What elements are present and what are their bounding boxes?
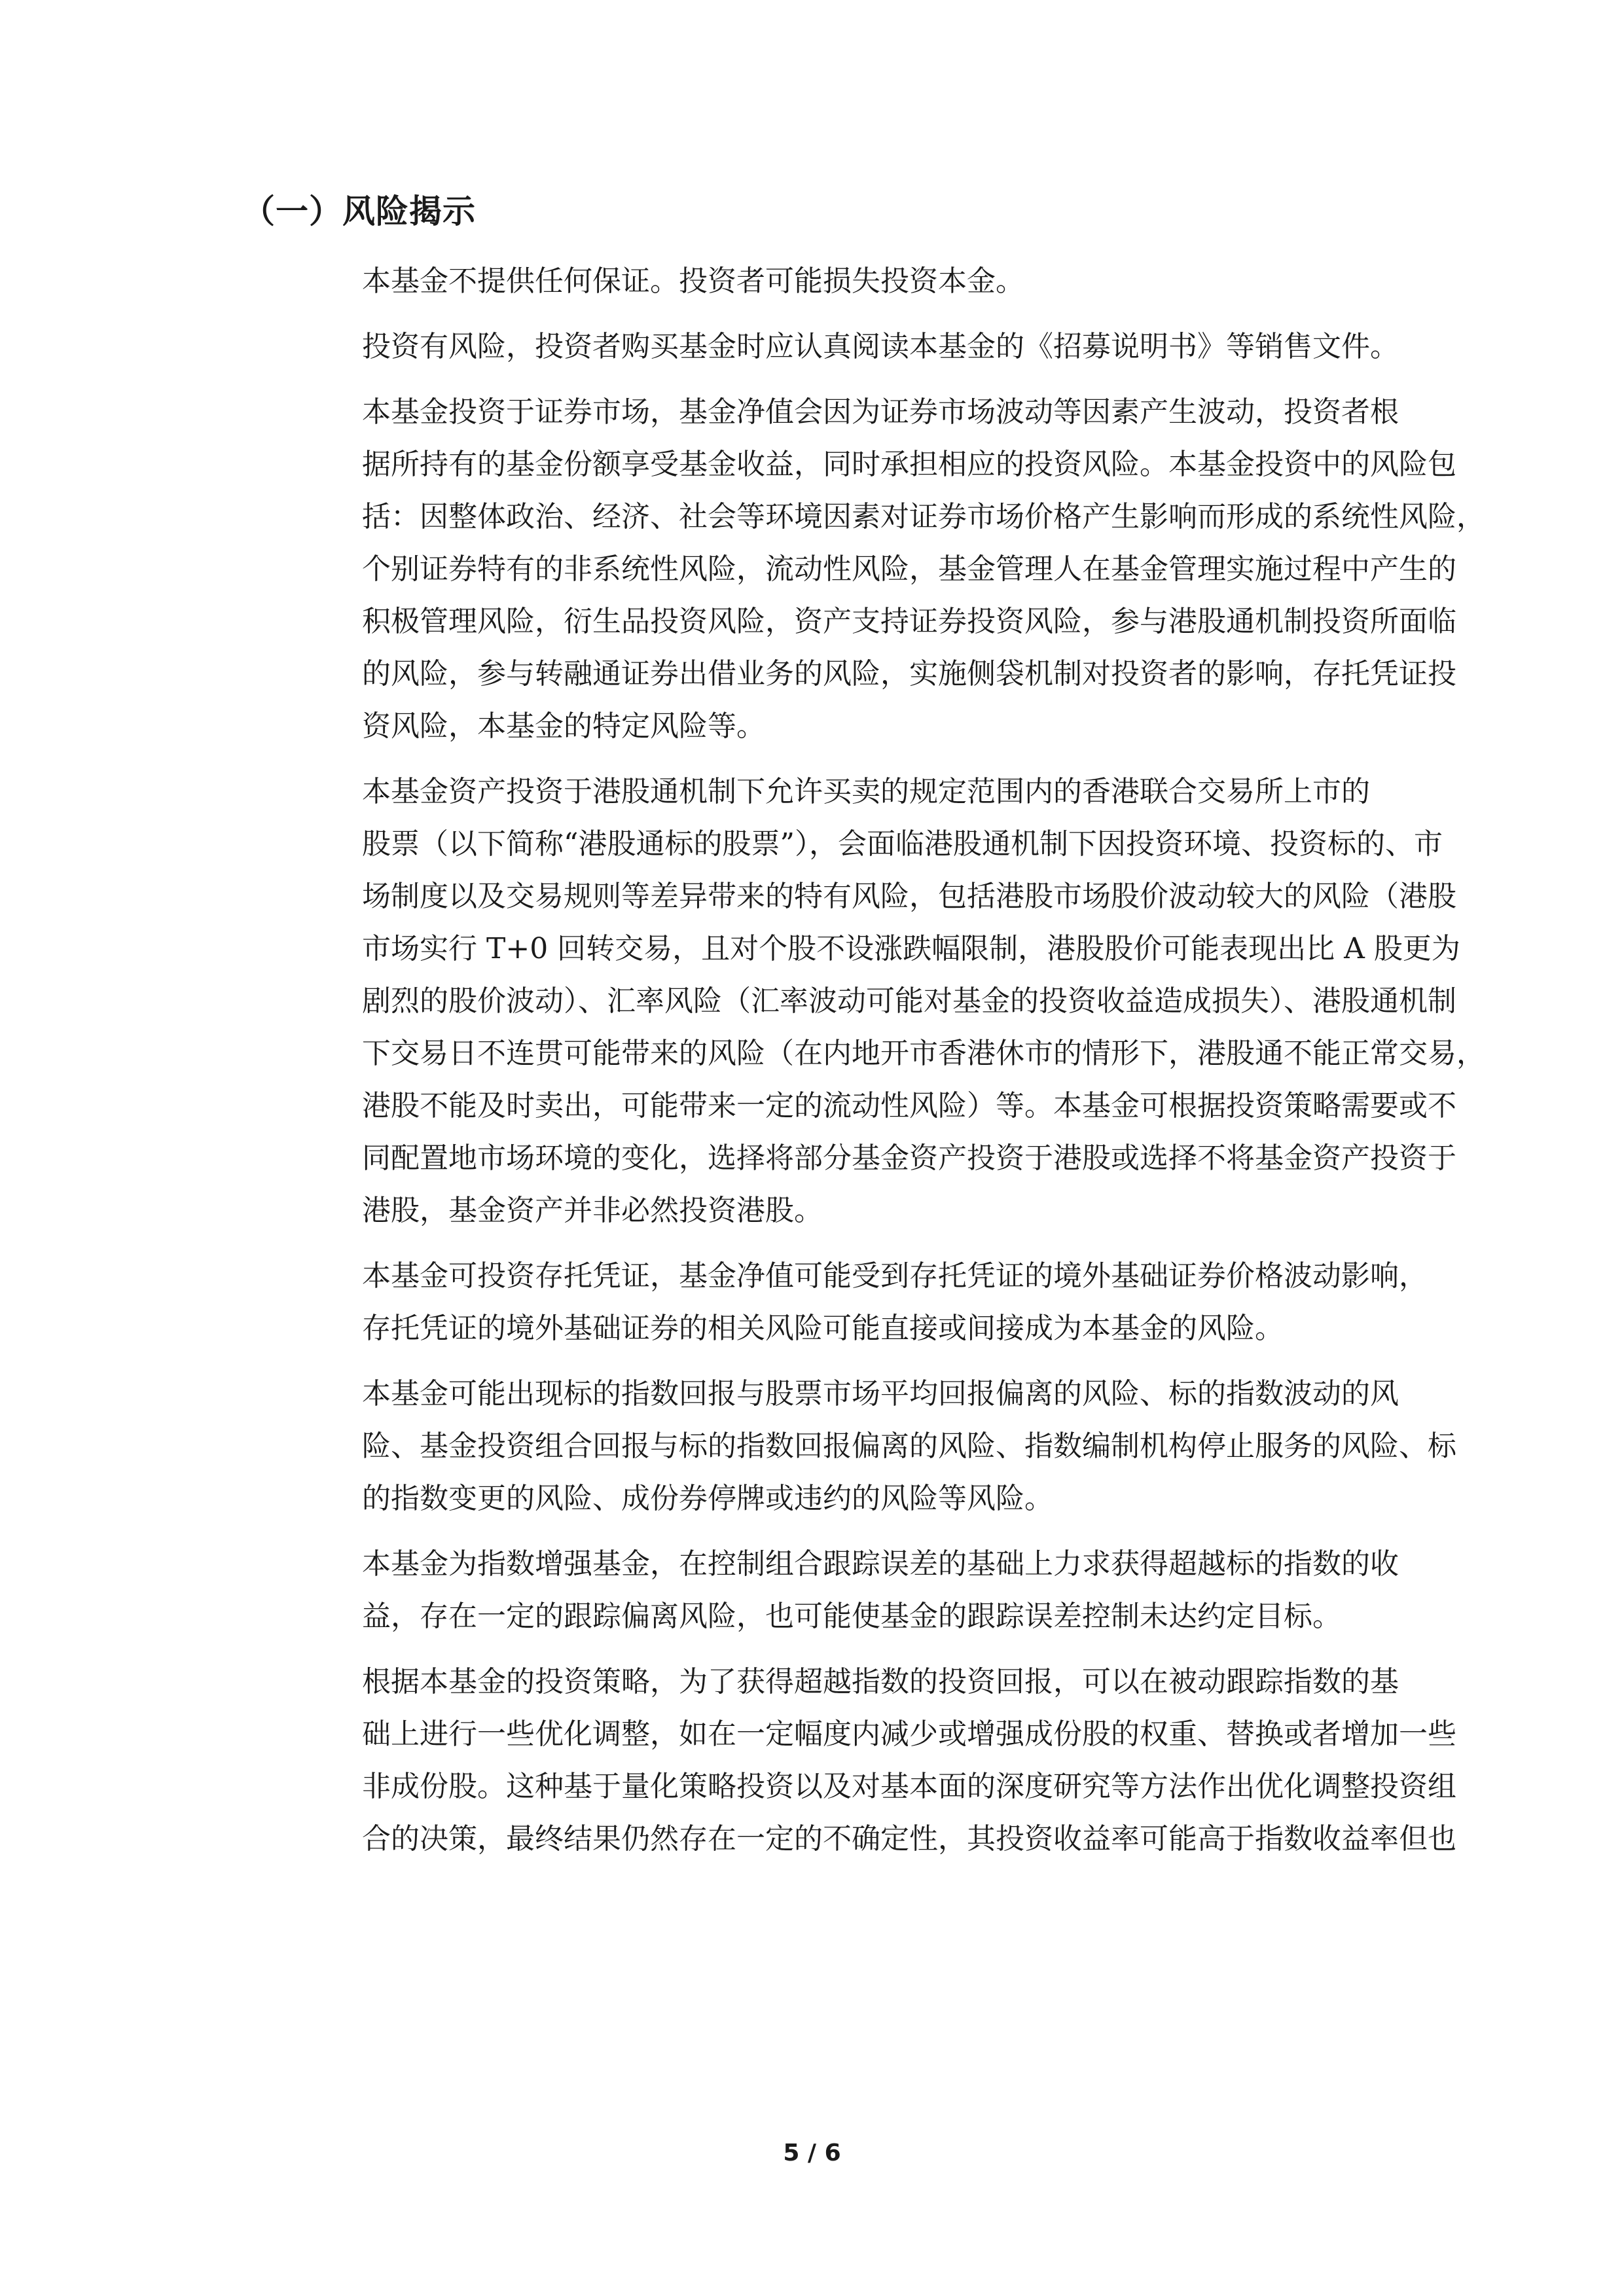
text-line: 的风险，参与转融通证券出借业务的风险，实施侧袋机制对投资者的影响，存托凭证投 (362, 657, 1456, 691)
text-line: 剧烈的股价波动）、汇率风险（汇率波动可能对基金的投资收益造成损失）、港股通机制 (362, 984, 1456, 1018)
text-line: 资风险，本基金的特定风险等。 (362, 709, 765, 743)
text-line: 同配置地市场环境的变化，选择将部分基金资产投资于港股或选择不将基金资产投资于 (362, 1141, 1456, 1175)
text-line: 港股，基金资产并非必然投资港股。 (362, 1194, 823, 1227)
text-line: 本基金为指数增强基金，在控制组合跟踪误差的基础上力求获得超越标的指数的收 (362, 1547, 1399, 1581)
body-text (304, 255, 1485, 1878)
text-line: 投资有风险，投资者购买基金时应认真阅读本基金的《招募说明书》等销售文件。 (362, 330, 1399, 363)
text-line: 个别证券特有的非系统性风险，流动性风险，基金管理人在基金管理实施过程中产生的 (362, 552, 1456, 586)
paragraph (304, 1250, 1428, 1355)
paragraph (304, 1368, 1456, 1525)
page-number: 5 / 6 (783, 2140, 841, 2166)
text-line: 本基金可投资存托凭证，基金净值可能受到存托凭证的境外基础证券价格波动影响， (362, 1259, 1428, 1293)
text-line: 据所持有的基金份额享受基金收益，同时承担相应的投资风险。本基金投资中的风险包 (362, 448, 1456, 481)
text-line: 积极管理风险，衍生品投资风险，资产支持证券投资风险，参与港股通机制投资所面临 (362, 605, 1456, 638)
text-line: 下交易日不连贯可能带来的风险（在内地开市香港休市的情形下，港股通不能正常交易， (362, 1037, 1485, 1070)
text-line: 市场实行 T+0 回转交易，且对个股不设涨跌幅限制，港股股价可能表现出比 A 股更为 (362, 932, 1460, 965)
text-line: 股票（以下简称“港股通标的股票”），会面临港股通机制下因投资环境、投资标的、市 (362, 827, 1443, 861)
text-line: 存托凭证的境外基础证券的相关风险可能直接或间接成为本基金的风险。 (362, 1312, 1284, 1345)
text-line: 的指数变更的风险、成份券停牌或违约的风险等风险。 (362, 1482, 1053, 1515)
text-line: 本基金资产投资于港股通机制下允许买卖的规定范围内的香港联合交易所上市的 (362, 775, 1370, 808)
text-line: 根据本基金的投资策略，为了获得超越指数的投资回报，可以在被动跟踪指数的基 (362, 1665, 1399, 1698)
paragraph (304, 386, 1485, 753)
section-heading: （一）风险揭示 (242, 192, 476, 230)
text-line: 险、基金投资组合回报与标的指数回报偏离的风险、指数编制机构停止服务的风险、标 (362, 1429, 1456, 1463)
text-line: 非成份股。这种基于量化策略投资以及对基本面的深度研究等方法作出优化调整投资组 (362, 1770, 1456, 1803)
text-line: 括：因整体政治、经济、社会等环境因素对证券市场价格产生影响而形成的系统性风险， (362, 500, 1485, 533)
paragraph (304, 1538, 1399, 1643)
text-line: 场制度以及交易规则等差异带来的特有风险，包括港股市场股价波动较大的风险（港股 (362, 880, 1456, 913)
text-line: 港股不能及时卖出，可能带来一定的流动性风险）等。本基金可根据投资策略需要或不 (362, 1089, 1456, 1122)
text-line: 合的决策，最终结果仍然存在一定的不确定性，其投资收益率可能高于指数收益率但也 (362, 1822, 1456, 1856)
paragraph (304, 766, 1485, 1237)
text-line: 本基金可能出现标的指数回报与股票市场平均回报偏离的风险、标的指数波动的风 (362, 1377, 1399, 1410)
text-line: 益，存在一定的跟踪偏离风险，也可能使基金的跟踪误差控制未达约定目标。 (362, 1600, 1341, 1633)
paragraph (304, 321, 1399, 373)
text-line: 本基金不提供任何保证。投资者可能损失投资本金。 (362, 264, 1024, 298)
paragraph (304, 1656, 1456, 1865)
text-line: 础上进行一些优化调整，如在一定幅度内减少或增强成份股的权重、替换或者增加一些 (362, 1717, 1456, 1751)
paragraph (304, 255, 1368, 308)
text-line: 本基金投资于证券市场，基金净值会因为证券市场波动等因素产生波动，投资者根 (362, 395, 1399, 429)
